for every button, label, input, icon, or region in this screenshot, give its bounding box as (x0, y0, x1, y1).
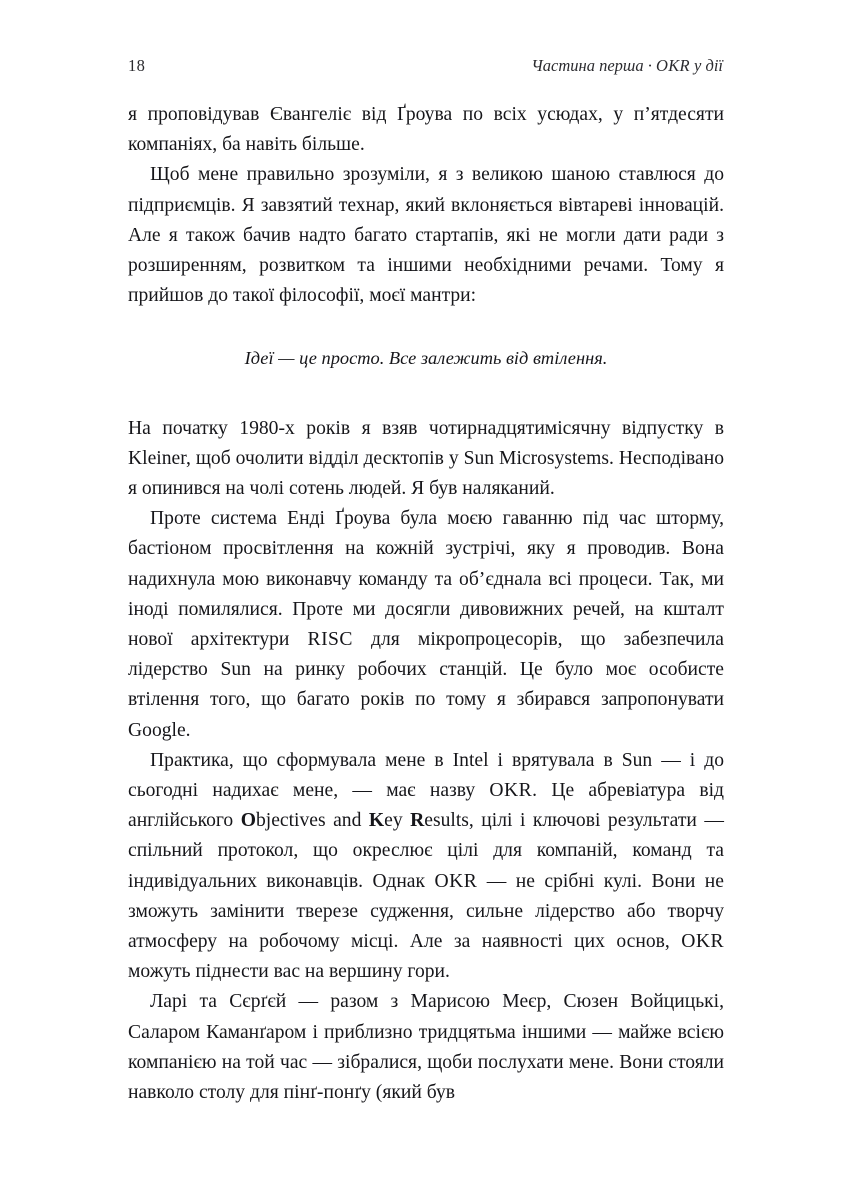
small-caps-abbr: OKR (681, 931, 724, 953)
paragraph-larry-sergey: Ларі та Сєрґєй — разом з Марисою Меєр, Сюзен Войцицькі, Саларом Каманґаром і приблизно тридцятьма іншими — майже всією компанією на той час — зібралися, щоби послухати мене. Вони стояли навколо столу для пінґ-понґу (який був (128, 991, 724, 1104)
quote-space-above (128, 311, 724, 343)
running-head (128, 58, 723, 84)
page-number: 18 (128, 56, 146, 75)
text-column (128, 100, 724, 1108)
paragraph-okr-definition: Практика, що сформувала мене в Intel і врятувала в Sun — і до сьогодні надихає мене, — має назву OKR. Це абревіатура від англійського Objectives and Key Results, цілі і ключові результати — спільний протокол, що окреслює цілі для компаній, команд та індивідуальних виконавців. Однак OKR — не срібні кулі. Вони не зможуть замінити тверезе судження, сильне лідерство або творчу атмосферу на робочому місці. Але за наявності цих основ, OKR можуть піднести вас на вершину гори. (128, 749, 724, 983)
quote-space-below (128, 374, 724, 414)
paragraph-continuation: я проповідував Євангеліє від Ґроува по всіх усюдах, у п’ятдесяти компаніях, ба навіть більше. (128, 104, 724, 156)
running-head-title (531, 58, 723, 75)
small-caps-abbr: OKR (434, 870, 478, 892)
paragraph-kleiner: На початку 1980-х років я взяв чотирнадцятимісячну відпустку в Kleiner, щоб очолити відділ десктопів у Sun Microsystems. Несподівано я опинився на чолі сотень людей. Я був наляканий. (128, 417, 724, 500)
pull-quote: Ідеї — це просто. Все залежить від втілення. (244, 348, 608, 369)
paragraph-entrepreneurs: Щоб мене правильно зрозуміли, я з великою шаною ставлюся до підприємців. Я завзятий технар, який вклоняється вівтареві інновацій. Але я також бачив надто багато стартапів, які не могли дати ради з розширенням, розвитком та іншими необхідними речами. Тому я прийшов до такої філософії, моєї мантри: (128, 164, 724, 307)
paragraph-grove-system: Проте система Енді Ґроува була моєю гаванню під час шторму, бастіоном просвітлення на кожній зустрічі, яку я проводив. Вона надихнула мою виконавчу команду та об’єднала всі процеси. Так, ми іноді помилялися. Проте ми досягли дивовижних речей, на кшталт нової архітектури RISC для мікропроцесорів, що забезпечила лідерство Sun на ринку робочих станцій. Це було моє особисте втілення того, що багато років по тому я збирався запропонувати Google. (128, 508, 724, 741)
running-head-abbr: OKR (656, 56, 690, 75)
bold-initial: R (410, 810, 425, 832)
bold-initial: O (240, 810, 256, 832)
running-head-suffix: у дії (689, 56, 723, 75)
small-caps-abbr: OKR (489, 780, 533, 802)
small-caps-abbr: RISC (307, 629, 353, 651)
running-head-prefix: Частина перша · (531, 56, 656, 75)
bold-initial: K (368, 810, 385, 832)
